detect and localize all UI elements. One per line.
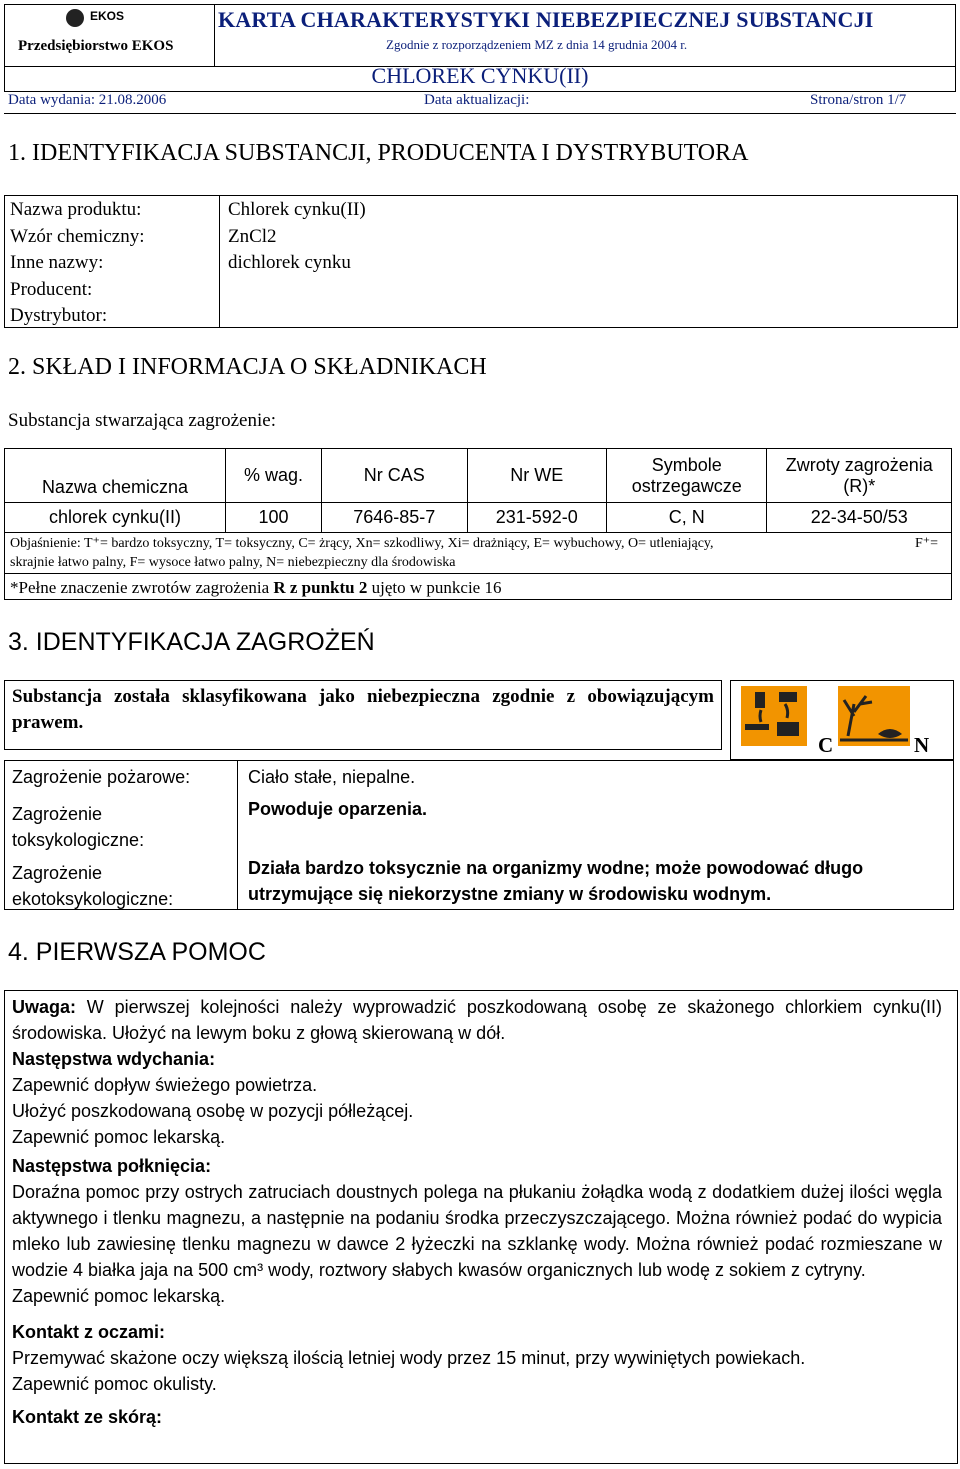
col-header: [606, 449, 767, 503]
section-2-intro: Substancja stwarzająca zagrożenie:: [8, 410, 276, 431]
col-header: [5, 449, 226, 503]
col-header-text: % wag.: [243, 465, 303, 485]
identification-rows: [10, 197, 910, 330]
col-header: [467, 449, 606, 503]
symbol-c: C: [818, 733, 834, 757]
substance-name: CHLOREK CYNKU(II): [371, 63, 589, 88]
id-row: [10, 277, 910, 304]
eyes-heading: Kontakt z oczami:: [12, 1322, 166, 1342]
id-label: Nazwa produktu:: [10, 199, 142, 220]
inhalation-line: Zapewnić pomoc lekarską.: [12, 1127, 226, 1147]
col-header: [225, 449, 321, 503]
classification-text: Substancja została sklasyfikowana jako niebezpieczna zgodnie z obowiązującym prawem.: [12, 686, 714, 733]
table-cell: 22-34-50/53: [767, 503, 952, 533]
dead-tree-fish-icon: [838, 686, 910, 746]
header-rule: [4, 113, 956, 114]
explanation-text: [10, 534, 950, 572]
first-aid-content: [12, 994, 942, 1430]
id-label: Dystrybutor:: [10, 305, 108, 326]
hazards-divider: [237, 760, 238, 910]
id-value: ZnCl2: [228, 225, 277, 247]
hazard-value: Działa bardzo toksycznie na organizmy wodne; może powodować długo utrzymujące się niekorzystne zmiany w środowisku wodnym.: [248, 858, 864, 904]
hazard-value: Powoduje oparzenia.: [248, 799, 428, 819]
environment-pictogram: [838, 686, 910, 746]
id-row: [10, 303, 910, 330]
explanation-line2: skrajnie łatwo palny, F= wysoce łatwo palny, N= niebezpieczny dla środowiska: [10, 555, 456, 570]
logo: [60, 7, 150, 35]
corrosive-pictogram: [741, 686, 807, 746]
explanation-tail: F⁺=: [915, 536, 939, 551]
footnote: [10, 578, 501, 598]
section-1-heading: 1. IDENTYFIKACJA SUBSTANCJI, PRODUCENTA I DYSTRYBUTORA: [8, 140, 749, 166]
corrosive-icon: [741, 686, 807, 746]
id-label: Wzór chemiczny:: [10, 225, 145, 247]
table-cell: 100: [225, 503, 321, 533]
ingestion-end: Zapewnić pomoc lekarską.: [12, 1286, 226, 1306]
id-label: Producent:: [10, 278, 93, 300]
col-header-text: Nr WE: [510, 465, 564, 485]
inhalation-line: Zapewnić dopływ świeżego powietrza.: [12, 1075, 318, 1095]
hazard-label: Zagrożenie ekotoksykologiczne:: [12, 863, 174, 909]
warning-paragraph: [12, 994, 942, 1046]
hazard-value: Ciało stałe, niepalne.: [248, 767, 416, 787]
col-header: [322, 449, 467, 503]
skin-heading: Kontakt ze skórą:: [12, 1407, 163, 1427]
section-2-heading: 2. SKŁAD I INFORMACJA O SKŁADNIKACH: [8, 354, 487, 380]
issue-date: Data wydania: 21.08.2006: [8, 92, 167, 108]
footnote-pre: *Pełne znaczenie zwrotów zagrożenia: [10, 578, 274, 597]
id-row: [10, 224, 910, 251]
footnote-post: ujęto w punkcie 16: [367, 578, 502, 597]
table-cell: 231-592-0: [467, 503, 606, 533]
col-header-text: Nazwa chemiczna: [41, 477, 188, 497]
col-header: [767, 449, 952, 503]
section-4-heading: 4. PIERWSZA POMOC: [8, 938, 266, 966]
id-label: Inne nazwy:: [10, 252, 104, 273]
page-number: Strona/stron 1/7: [810, 92, 907, 108]
explanation-divider: [4, 573, 952, 574]
composition-table: [4, 448, 952, 533]
id-value: Chlorek cynku(II): [228, 199, 366, 220]
id-value: dichlorek cynku: [228, 252, 351, 273]
explanation-line: [10, 534, 950, 553]
ingestion-heading: Następstwa połknięcia:: [12, 1156, 212, 1176]
ingestion-text: Doraźna pomoc przy ostrych zatruciach doustnych polega na płukaniu żołądka wodą z dodatkiem dużej ilości węgla aktywnego i tlenku magnezu, a następnie na podaniu środka przeczyszczającego. Można również podać do wypicia mleko lub zawiesinę tlenku magnezu w dawce 2 łyżeczki na szklankę wody. Można również podać rozmieszane w wodzie 4 białka jaja na 500 cm³ wody, roztwory słabych kwasów organicznych lub wodę z sokiem z cytryny.: [12, 1182, 942, 1280]
col-header-text: Symbole ostrzegawcze: [631, 454, 742, 496]
company-name: Przedsiębiorstwo EKOS: [18, 38, 174, 54]
table-cell: chlorek cynku(II): [5, 503, 226, 533]
symbol-n: N: [914, 733, 930, 757]
warning-label: Uwaga:: [12, 997, 77, 1017]
document-subtitle: Zgodnie z rozporządzeniem MZ z dnia 14 grudnia 2004 r.: [386, 37, 688, 52]
inhalation-heading: Następstwa wdychania:: [12, 1049, 216, 1069]
table-cell: 7646-85-7: [322, 503, 467, 533]
footnote-bold: R z punktu 2: [273, 578, 368, 597]
hazard-label: Zagrożenie pożarowe:: [12, 767, 191, 787]
explanation-line1: Objaśnienie: T⁺= bardzo toksyczny, T= toksyczny, C= żrący, Xn= szkodliwy, Xi= drażniący, E= wybuchowy, O= utleniający,: [10, 536, 714, 551]
warning-text: W pierwszej kolejności należy wyprowadzić poszkodowaną osobę ze skażonego chlorkiem cynku(II) środowiska. Ułożyć na lewym boku z głową skierowaną w dół.: [12, 997, 942, 1043]
eyes-line: Przemywać skażone oczy większą ilością letniej wody przez 15 minut, przy wywiniętych powiekach.: [12, 1348, 806, 1368]
id-row: [10, 197, 910, 224]
col-header-text: Zwroty zagrożenia (R)*: [785, 454, 933, 496]
logo-icon: [66, 9, 84, 27]
eyes-line: Zapewnić pomoc okulisty.: [12, 1374, 217, 1394]
section-3-heading: 3. IDENTYFIKACJA ZAGROŻEŃ: [8, 628, 375, 656]
id-row: [10, 250, 910, 277]
document-title: KARTA CHARAKTERYSTYKI NIEBEZPIECZNEJ SUBSTANCJI: [218, 7, 874, 32]
update-date: Data aktualizacji:: [424, 92, 530, 108]
col-header-text: Nr CAS: [363, 465, 425, 485]
inhalation-line: Ułożyć poszkodowaną osobę w pozycji półleżącej.: [12, 1101, 414, 1121]
hazard-label: Zagrożenie toksykologiczne:: [12, 804, 145, 850]
table-cell: C, N: [606, 503, 767, 533]
logo-text: EKOS: [90, 9, 125, 23]
